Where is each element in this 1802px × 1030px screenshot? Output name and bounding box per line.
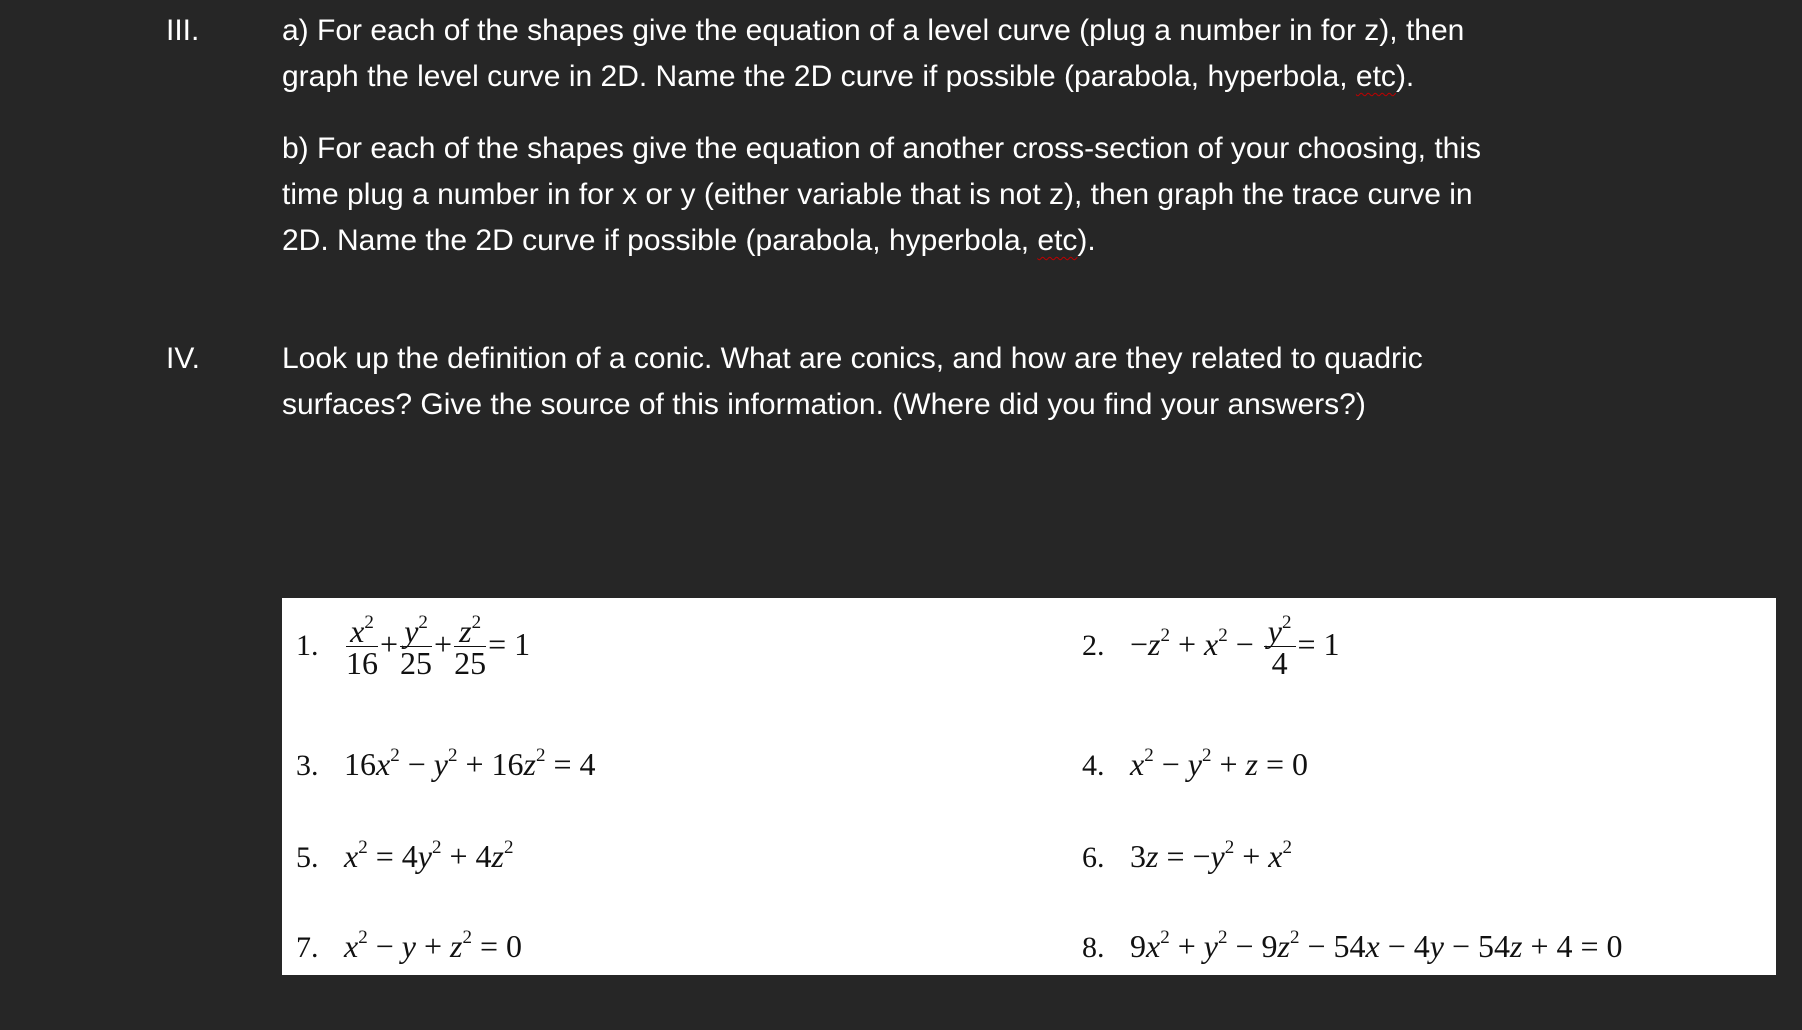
section-3-label: III. (166, 14, 200, 47)
spellcheck-etc: etc (1355, 60, 1396, 93)
part-a-line-1: a) For each of the shapes give the equation of a level curve (plug a number in for z), then (282, 14, 1465, 47)
part-a-line-2-text: graph the level curve in 2D. Name the 2D curve if possible (parabola, hyperbola, (282, 60, 1356, 93)
section-3-part-a (282, 8, 1602, 100)
equation-number: 5. (296, 841, 319, 874)
equation-7: 7. $x^2 - y + z^2 = 0$ (296, 926, 522, 968)
section-4-label: IV. (166, 342, 200, 375)
part-b-line-3-text: 2D. Name the 2D curve if possible (parabola, hyperbola, (282, 224, 1038, 257)
section-3-part-b (282, 126, 1602, 264)
equation-number: 1. (296, 628, 319, 662)
equation-6: 6. $3z = -y^2 + x^2$ (1082, 836, 1292, 878)
section-4-line-1: Look up the definition of a conic. What are conics, and how are they related to quadric (282, 342, 1423, 375)
section-4-text (282, 336, 1602, 428)
equation-number: 7. (296, 931, 319, 964)
part-b-line-3-end: ). (1077, 224, 1096, 257)
equation-number: 3. (296, 749, 319, 782)
equation-number: 8. (1082, 931, 1105, 964)
part-b-line-3 (282, 218, 1602, 264)
equation-4: 4. $x^2 - y^2 + z = 0$ (1082, 744, 1308, 786)
section-4-line-2: surfaces? Give the source of this information. (Where did you find your answers?) (282, 388, 1366, 421)
equations-image (282, 598, 1776, 975)
part-a-line-2-end: ). (1395, 60, 1415, 93)
part-b-line-2: time plug a number in for x or y (either variable that is not z), then graph the trace curve in (282, 178, 1473, 211)
part-a-line-2 (282, 54, 1602, 100)
equation-number: 2. (1082, 628, 1105, 662)
equation-number: 4. (1082, 749, 1105, 782)
equation-1: 1. $\frac{x^2}{16}$ + $\frac{y^2}{25}$ + $\frac{z^2}{25}$ = 1 (296, 612, 531, 681)
equation-5: 5. $x^2 = 4y^2 + 4z^2$ (296, 836, 513, 878)
equation-number: 6. (1082, 841, 1105, 874)
equation-2: 2. $-z^2 + x^2$ − $\frac{y^2}{4}$ = 1 (1082, 612, 1340, 681)
spellcheck-etc: etc (1037, 224, 1078, 257)
equation-8: 8. $9x^2 + y^2 - 9z^2 - 54x - 4y - 54z + 4 = 0$ (1082, 926, 1623, 968)
part-b-line-1: b) For each of the shapes give the equation of another cross-section of your choosing, this (282, 132, 1482, 165)
equation-3: 3. $16x^2 - y^2 + 16z^2 = 4$ (296, 744, 596, 786)
